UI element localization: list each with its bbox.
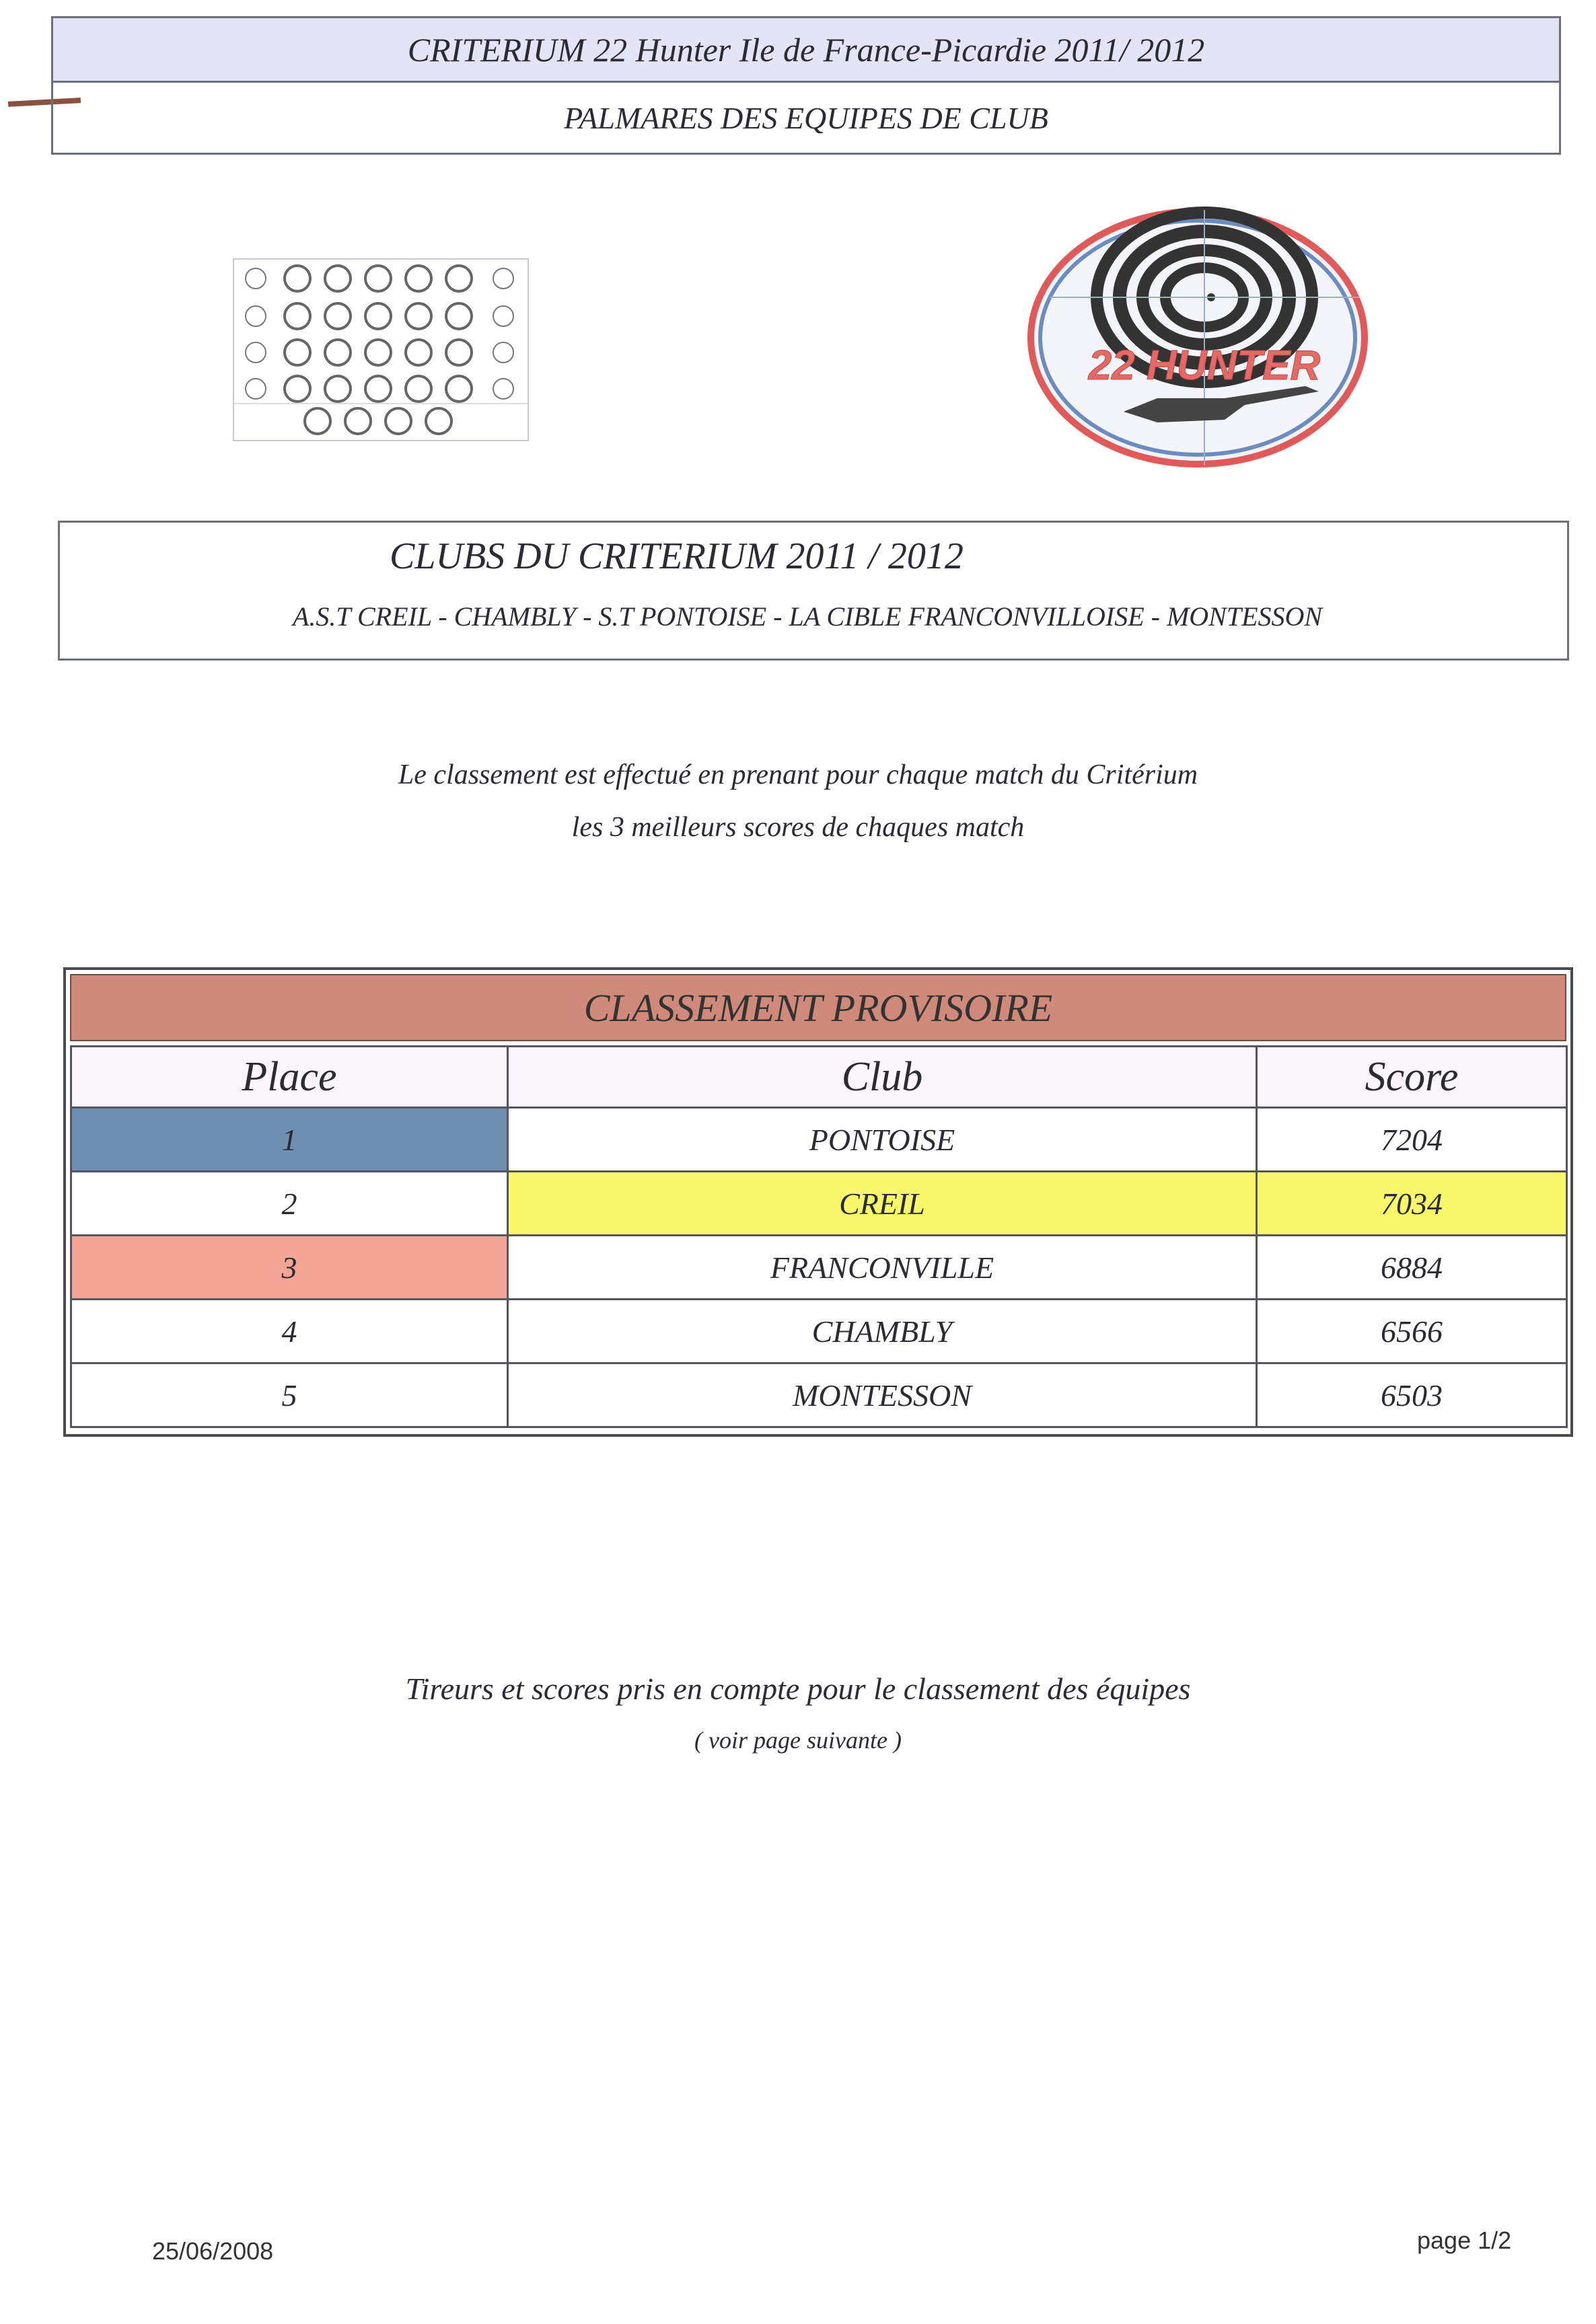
- ranking-note-line-2: les 3 meilleurs scores de chaques match: [571, 812, 1025, 843]
- score-cell: 6503: [1257, 1363, 1567, 1427]
- score-cell: 6566: [1257, 1300, 1567, 1363]
- table-row: [71, 1236, 1567, 1300]
- ranking-table-box: [63, 967, 1573, 1437]
- 22-hunter-logo: [1023, 203, 1373, 472]
- footer-page-number: page 1/2: [1417, 2226, 1512, 2254]
- clubs-title: CLUBS DU CRITERIUM 2011 / 2012: [390, 535, 964, 577]
- column-header-place: Place: [71, 1047, 508, 1108]
- table-row: [71, 1172, 1567, 1236]
- table-row: [71, 1108, 1567, 1172]
- table-row: [71, 1363, 1567, 1427]
- table-header-row: [71, 1047, 1567, 1108]
- place-cell: 3: [71, 1236, 508, 1300]
- target-grid-icon: [233, 258, 529, 441]
- page-title: CRITERIUM 22 Hunter Ile de France-Picardie 2011/ 2012: [53, 18, 1559, 83]
- clubs-box: [58, 521, 1569, 661]
- club-cell: PONTOISE: [508, 1108, 1257, 1172]
- ranking-table: [70, 1045, 1568, 1428]
- place-cell: 4: [71, 1300, 508, 1363]
- place-cell: 5: [71, 1363, 508, 1427]
- teams-note: Tireurs et scores pris en compte pour le classement des équipes: [405, 1672, 1191, 1706]
- club-cell: CREIL: [508, 1172, 1257, 1236]
- page-subtitle: PALMARES DES EQUIPES DE CLUB: [564, 100, 1048, 135]
- ranking-note-line-1: Le classement est effectué en prenant pour chaque match du Critérium: [398, 759, 1198, 790]
- footer-date: 25/06/2008: [152, 2237, 274, 2265]
- column-header-score: Score: [1257, 1047, 1567, 1108]
- club-cell: CHAMBLY: [508, 1300, 1257, 1363]
- table-row: [71, 1300, 1567, 1363]
- column-header-club: Club: [508, 1047, 1257, 1108]
- header-box: [51, 16, 1561, 155]
- score-cell: 7204: [1257, 1108, 1567, 1172]
- score-cell: 6884: [1257, 1236, 1567, 1300]
- next-page-note: ( voir page suivante ): [694, 1727, 902, 1754]
- club-cell: FRANCONVILLE: [508, 1236, 1257, 1300]
- club-cell: MONTESSON: [508, 1363, 1257, 1427]
- clubs-list: A.S.T CREIL - CHAMBLY - S.T PONTOISE - LA CIBLE FRANCONVILLOISE - MONTESSON: [293, 601, 1323, 632]
- place-cell: 1: [71, 1108, 508, 1172]
- score-cell: 7034: [1257, 1172, 1567, 1236]
- logo-text: 22 HUNTER: [1088, 342, 1321, 389]
- ranking-title: CLASSEMENT PROVISOIRE: [70, 974, 1566, 1041]
- place-cell: 2: [71, 1172, 508, 1236]
